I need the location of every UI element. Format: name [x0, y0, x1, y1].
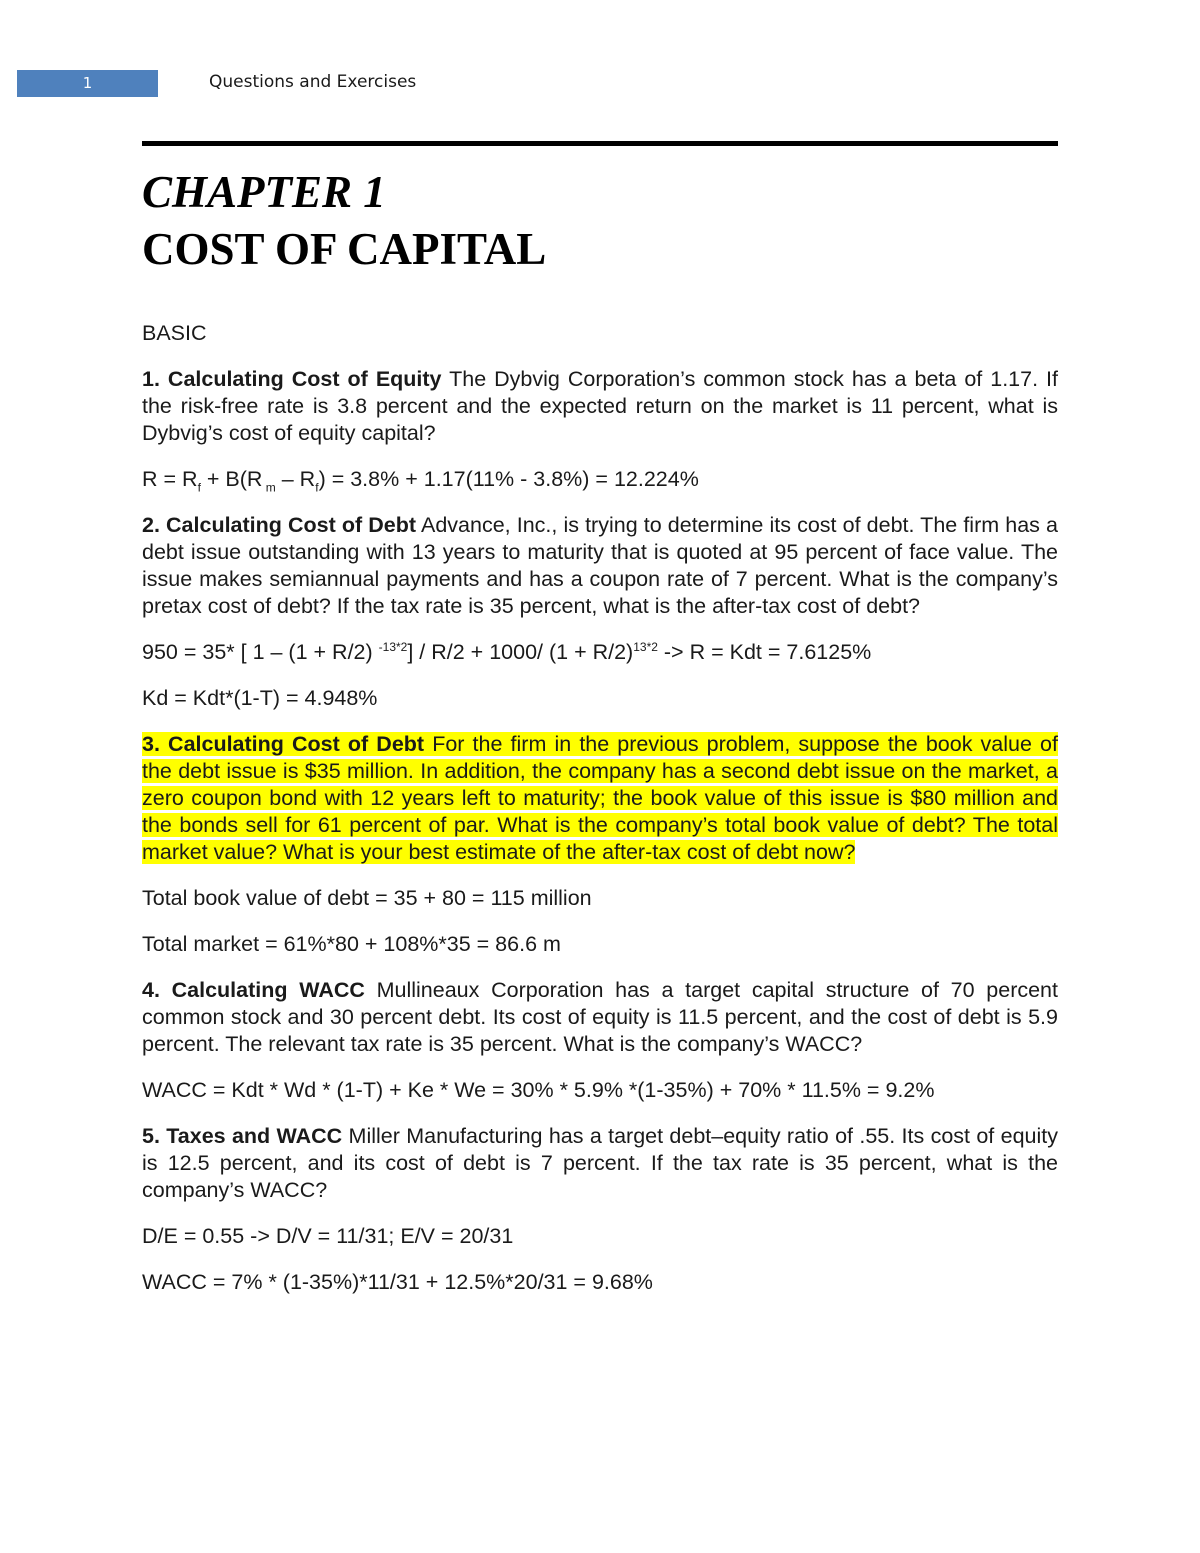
formula-subscript: f [315, 480, 319, 495]
running-header-title: Questions and Exercises [209, 72, 417, 92]
header-divider [142, 141, 1058, 146]
problem-1-body: The Dybvig Corporation’s common stock has a beta of 1.17. If the risk-free rate is 3.8 percent and the expected return on the market is 11 percent, what is Dybvig’s cost of equity capital? [142, 367, 1058, 445]
problem-4-body: Mullineaux Corporation has a target capital structure of 70 percent common stock and 30 percent debt. Its cost of equity is 11.5 percent, and the cost of debt is 5.9 percent. The relevant tax rate is 35 percent. What is the company’s WACC? [142, 978, 1058, 1056]
answer-2-formula [142, 639, 1058, 666]
answer-1-formula [142, 466, 1058, 493]
formula-superscript: -13*2 [378, 639, 408, 654]
problem-5-body: Miller Manufacturing has a target debt–equity ratio of .55. Its cost of equity is 12.5 percent, and its cost of debt is 7 percent. If the tax rate is 35 percent, what is the company’s WACC? [142, 1124, 1058, 1202]
answer-2-after-tax: Kd = Kdt*(1-T) = 4.948% [142, 686, 378, 710]
answer-3-book-value: Total book value of debt = 35 + 80 = 115 million [142, 886, 592, 910]
formula-part: – R [275, 467, 316, 491]
problem-4 [142, 977, 1058, 1058]
problem-3-title: 3. Calculating Cost of Debt [142, 732, 425, 756]
problem-2 [142, 512, 1058, 620]
formula-subscript: m [262, 480, 276, 495]
answer-5-wacc: WACC = 7% * (1-35%)*11/31 + 12.5%*20/31 = 9.68% [142, 1270, 653, 1294]
formula-superscript: 13*2 [633, 639, 658, 654]
formula-part: -> R = Kdt = 7.6125% [657, 640, 872, 664]
answer-4-wacc: WACC = Kdt * Wd * (1-T) + Ke * We = 30% * 5.9% *(1-35%) + 70% * 11.5% = 9.2% [142, 1078, 935, 1102]
formula-part: 950 = 35* [ 1 – (1 + R/2) [142, 640, 379, 664]
answer-3-market-value: Total market = 61%*80 + 108%*35 = 86.6 m [142, 932, 561, 956]
highlighted-problem [142, 732, 1058, 864]
problem-5-title: 5. Taxes and WACC [142, 1124, 343, 1148]
section-label: BASIC [142, 321, 207, 345]
formula-part: R = R [142, 467, 198, 491]
formula-part: + B(R [200, 467, 263, 491]
problem-1-title: 1. Calculating Cost of Equity [142, 367, 442, 391]
problem-1 [142, 366, 1058, 447]
formula-part: ] / R/2 + 1000/ (1 + R/2) [407, 640, 634, 664]
problem-5 [142, 1123, 1058, 1204]
document-body [142, 320, 1058, 1315]
page-number-badge: 1 [17, 70, 158, 97]
answer-5-ratios: D/E = 0.55 -> D/V = 11/31; E/V = 20/31 [142, 1224, 514, 1248]
formula-subscript: f [197, 480, 201, 495]
formula-part: ) = 3.8% + 1.17(11% - 3.8%) = 12.224% [318, 467, 699, 491]
chapter-title: COST OF CAPITAL [142, 224, 547, 274]
problem-2-title: 2. Calculating Cost of Debt [142, 513, 417, 537]
problem-4-title: 4. Calculating WACC [142, 978, 365, 1002]
problem-3 [142, 731, 1058, 866]
chapter-label: CHAPTER 1 [142, 167, 386, 217]
problem-3-body: For the firm in the previous problem, suppose the book value of the debt issue is $35 million. In addition, the company has a second debt issue on the market, a zero coupon bond with 12 years left to maturity; the book value of this issue is $80 million and the bonds sell for 61 percent of par. What is the company’s total book value of debt? The total market value? What is your best estimate of the after-tax cost of debt now? [142, 732, 1058, 864]
problem-2-body: Advance, Inc., is trying to determine its cost of debt. The firm has a debt issue outstanding with 13 years to maturity that is quoted at 95 percent of face value. The issue makes semiannual payments and has a coupon rate of 7 percent. What is the company’s pretax cost of debt? If the tax rate is 35 percent, what is the after-tax cost of debt? [142, 513, 1058, 618]
